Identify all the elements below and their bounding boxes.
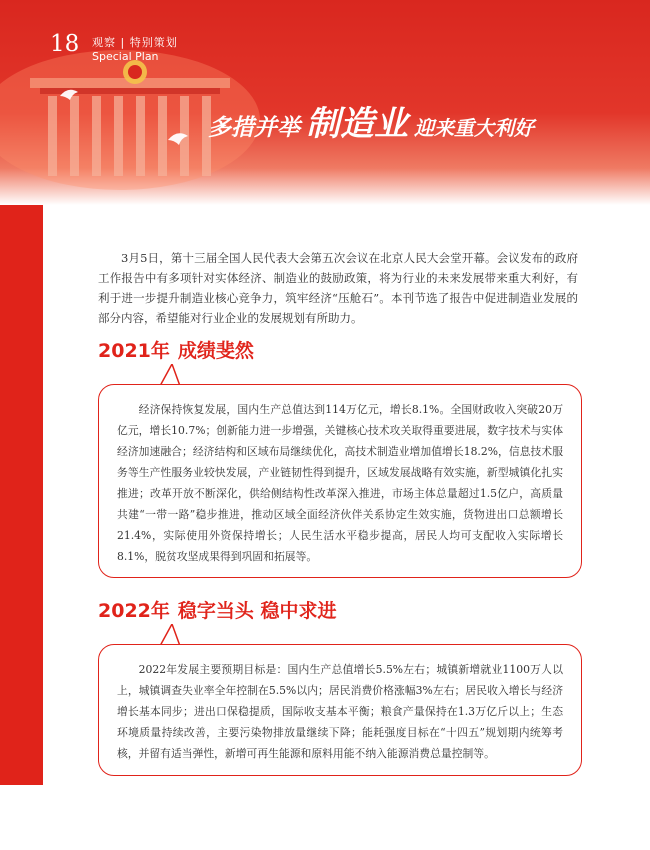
left-accent-bar (0, 205, 43, 785)
title-part-1: 多措并举 (208, 115, 300, 141)
page-number: 18 (50, 31, 80, 57)
national-emblem-icon (123, 60, 147, 84)
section-year: 2021年 (98, 340, 170, 362)
section-body: 2022年发展主要预期目标是：国内生产总值增长5.5%左右；城镇新增就业1100万人以上，城镇调查失业率全年控制在5.5%以内；居民消费价格涨幅3%左右；居民收入增长与经济增长基本同步；进出口保稳提质，国际收支基本平衡；粮食产量保持在1.3万亿斤以上；生态环境质量持续改善，主要污染物排放量继续下降；能耗强度目标在“十四五”规划期内统筹考核，并留有适当弹性，新增可再生能源和原料用能不纳入能源消费总量控制等。 (117, 663, 563, 760)
bubble-tail (158, 364, 182, 386)
section-label-english: Special Plan (92, 50, 159, 63)
title-part-2: 制造业 (306, 104, 408, 144)
section-body: 经济保持恢复发展，国内生产总值达到114万亿元，增长8.1%。全国财政收入突破20万亿元，增长10.7%；创新能力进一步增强，关键核心技术攻关取得重要进展，数字技术与实体经济加速融合；经济结构和区域布局继续优化，高技术制造业增加值增长18.2%，信息技术服务等生产性服务业较快发展，产业链韧性得到提升，区域发展战略有效实施，新型城镇化扎实推进；改革开放不断深化，供给侧结构性改革深入推进，市场主体总量超过1.5亿户，高质量共建“一带一路”稳步推进，推动区域全面经济伙伴关系协定生效实施，货物进出口总额增长21.4%，实际使用外资保持增长；人民生活水平稳步提高，居民人均可支配收入实际增长8.1%，脱贫攻坚成果得到巩固和拓展等。 (117, 403, 563, 563)
section-year: 2022年 (98, 600, 170, 622)
section-box-2022 (98, 644, 582, 776)
section-title: 稳字当头 稳中求进 (177, 600, 337, 622)
section-heading-2021 (98, 336, 254, 363)
section-box-2021 (98, 384, 582, 578)
section-title: 成绩斐然 (177, 340, 254, 362)
page-title (208, 96, 534, 145)
title-part-3: 迎来重大利好 (414, 116, 534, 140)
section-label: 观察 | 特别策划 (92, 36, 178, 49)
intro-paragraph: 3月5日，第十三届全国人民代表大会第五次会议在北京人民大会堂开幕。会议发布的政府工作报告中有多项针对实体经济、制造业的鼓励政策，将为行业的未来发展带来重大利好，有利于进一步提升制造业核心竞争力，筑牢经济“压舱石”。本刊节选了报告中促进制造业发展的部分内容，希望能对行业企业的发展规划有所助力。 (98, 250, 578, 325)
section-heading-2022 (98, 596, 337, 623)
bubble-tail (158, 624, 182, 646)
header-banner (0, 0, 650, 205)
